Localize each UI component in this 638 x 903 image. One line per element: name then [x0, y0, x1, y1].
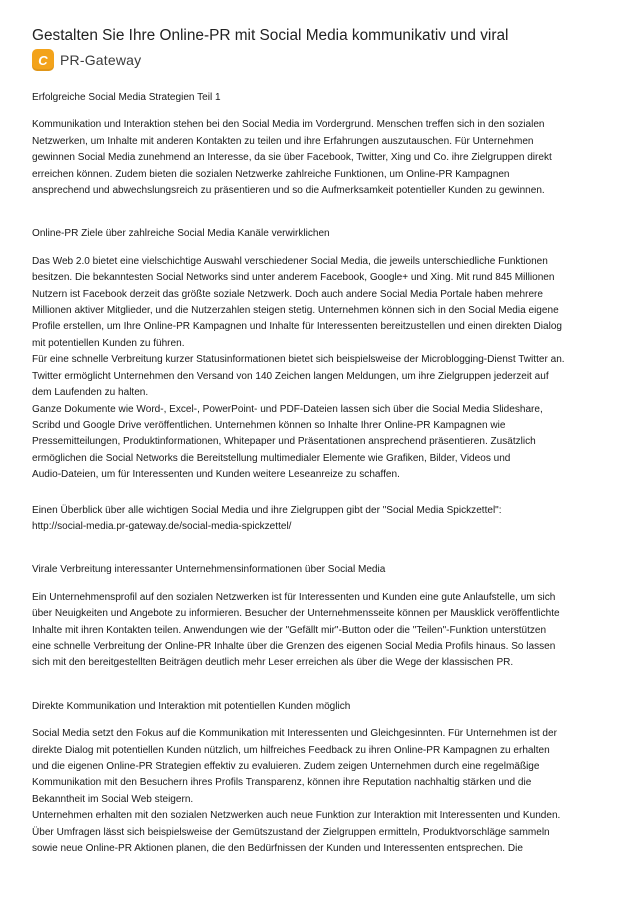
text-line: eine schnelle Verbreitung der Online-PR Inhalte über die Grenzen des eigenen Social Media Profils hinaus. So lassen	[32, 640, 556, 652]
section-heading: Erfolgreiche Social Media Strategien Teil 1	[32, 92, 221, 103]
section-heading: Virale Verbreitung interessanter Unternehmensinformationen über Social Media	[32, 564, 386, 576]
text-line: Bekanntheit im Social Web steigern.	[32, 793, 194, 805]
text-line: ermöglichen die Social Networks die Bereitstellung multimedialer Elemente wie Grafiken, Bilder, Videos und	[32, 452, 511, 464]
document-body	[32, 90, 620, 857]
text-line: Kommunikation und Interaktion stehen bei den Social Media im Vordergrund. Menschen treffen sich in den sozialen	[32, 119, 545, 131]
paragraph	[32, 117, 620, 199]
text-line: besitzen. Die bekanntesten Social Networks sind unter anderem Facebook, Google+ und Xing. Mit rund 845 Millionen	[32, 272, 555, 284]
paragraph	[32, 254, 620, 484]
text-line: und die eigenen Online-PR Strategien effektiv zu evaluieren. Zudem zeigen Unternehmen durch eine regelmäßige	[32, 761, 540, 772]
text-line: sowie neue Online-PR Aktionen planen, die den Bedürfnissen der Kunden und Interessenten entsprechen. Die	[32, 843, 523, 855]
text-line: Netzwerken, um Inhalte mit anderen Kontakten zu teilen und ihre Erfahrungen auszutauschen. Für Unternehmen	[32, 135, 534, 147]
text-line: erreichen können. Zudem bieten die sozialen Netzwerke zahlreiche Funktionen, um Online-PR Kampagnen	[32, 168, 510, 180]
text-line: dem Laufenden zu halten.	[32, 387, 149, 399]
spickzettel-url: http://social-media.pr-gateway.de/social-media-spickzettel/	[32, 520, 292, 532]
text-line: Inhalte mit ihren Kontakten teilen. Anwendungen wie der "Gefällt mir"-Button oder die "Teilen"-Funktion unterstützen	[32, 624, 547, 636]
text-line: Nutzern ist Facebook derzeit das größte soziale Netzwerk. Doch auch andere Social Media Portale haben mehrere	[32, 288, 543, 300]
pr-gateway-logo	[32, 47, 141, 73]
text-line: ansprechend und abwechslungsreich zu präsentieren und so die Aufmerksamkeit potentieller Kunden zu gewinnen.	[32, 185, 545, 197]
text-line: Pressemitteilungen, Produktinformationen, Whitepaper und Präsentationen ansprechend präsentieren. Zusätzlich	[32, 436, 536, 448]
text-line: Millionen aktiver Mitglieder, und die Nutzerzahlen steigen stetig. Unternehmen können sich in den Social Media eigene	[32, 305, 559, 317]
paragraph	[32, 503, 620, 536]
text-line: mit potentiellen Kunden zu führen.	[32, 337, 185, 349]
text-line: gewinnen Social Media zunehmend an Interesse, da sie über Facebook, Twitter, Xing und Co. ihre Zielgruppen direkt	[32, 152, 552, 164]
section-heading: Direkte Kommunikation und Interaktion mit potentiellen Kunden möglich	[32, 700, 351, 712]
document-title: Gestalten Sie Ihre Online-PR mit Social Media kommunikativ und viral	[32, 27, 509, 44]
text-line: Über Umfragen lässt sich beispielsweise der Gemütszustand der Zielgruppen ermitteln, Produktvorschläge sammeln	[32, 826, 550, 838]
text-line: Einen Überblick über alle wichtigen Social Media und ihre Zielgruppen gibt der "Social Media Spickzettel":	[32, 504, 502, 516]
text-line: Profile erstellen, um Ihre Online-PR Kampagnen und Inhalte für Interessenten bereitzustellen und einen direkten Dialog	[32, 321, 563, 333]
pr-gateway-logo-icon: C	[32, 49, 54, 71]
text-line: Für eine schnelle Verbreitung kurzer Statusinformationen bietet sich beispielsweise der Microblogging-Dienst Twitter an.	[32, 354, 565, 366]
text-line: Twitter ermöglicht Unternehmen den Versand von 140 Zeichen langen Meldungen, um ihre Zielgruppen jederzeit auf	[32, 370, 549, 382]
text-line: Scribd und Google Drive veröffentlichen. Unternehmen können so Inhalte Ihrer Online-PR Kampagnen wie	[32, 419, 506, 431]
text-line: Social Media setzt den Fokus auf die Kommunikation mit Interessenten und Gleichgesinnten. Für Unternehmen ist der	[32, 728, 557, 740]
pr-gateway-logo-text: PR-Gateway	[60, 52, 142, 68]
text-line: Kommunikation mit den Besuchern ihres Profils Transparenz, können ihre Reputation nachhaltig stärken und die	[32, 777, 532, 789]
text-line: direkte Dialog mit potentiellen Kunden nützlich, um hilfreiches Feedback zu ihren Online-PR Kampagnen zu erhalten	[32, 744, 550, 756]
section-heading: Online-PR Ziele über zahlreiche Social Media Kanäle verwirklichen	[32, 228, 330, 240]
paragraph	[32, 726, 620, 857]
text-line: Das Web 2.0 bietet eine vielschichtige Auswahl verschiedener Social Media, die jeweils unterschiedliche Funktionen	[32, 255, 548, 267]
text-line: Ganze Dokumente wie Word-, Excel-, PowerPoint- und PDF-Dateien lassen sich über die Social Media Slideshare,	[32, 403, 543, 415]
text-line: sich mit den bereitgestellten Beiträgen deutlich mehr Leser erreichen als über die Wege der klassischen PR.	[32, 657, 514, 669]
paragraph	[32, 590, 620, 672]
text-line: Unternehmen erhalten mit den sozialen Netzwerken auch neue Funktion zur Interaktion mit Interessenten und Kunden.	[32, 810, 561, 822]
text-line: über Neuigkeiten und Angebote zu informieren. Besucher der Unternehmensseite können per Mausklick veröffentlichte	[32, 608, 560, 620]
text-line: Ein Unternehmensprofil auf den sozialen Netzwerken ist für Interessenten und Kunden eine gute Anlaufstelle, um sich	[32, 591, 556, 603]
text-line: Audio-Dateien, um für Interessenten und Kunden weitere Leseanreize zu schaffen.	[32, 469, 400, 481]
